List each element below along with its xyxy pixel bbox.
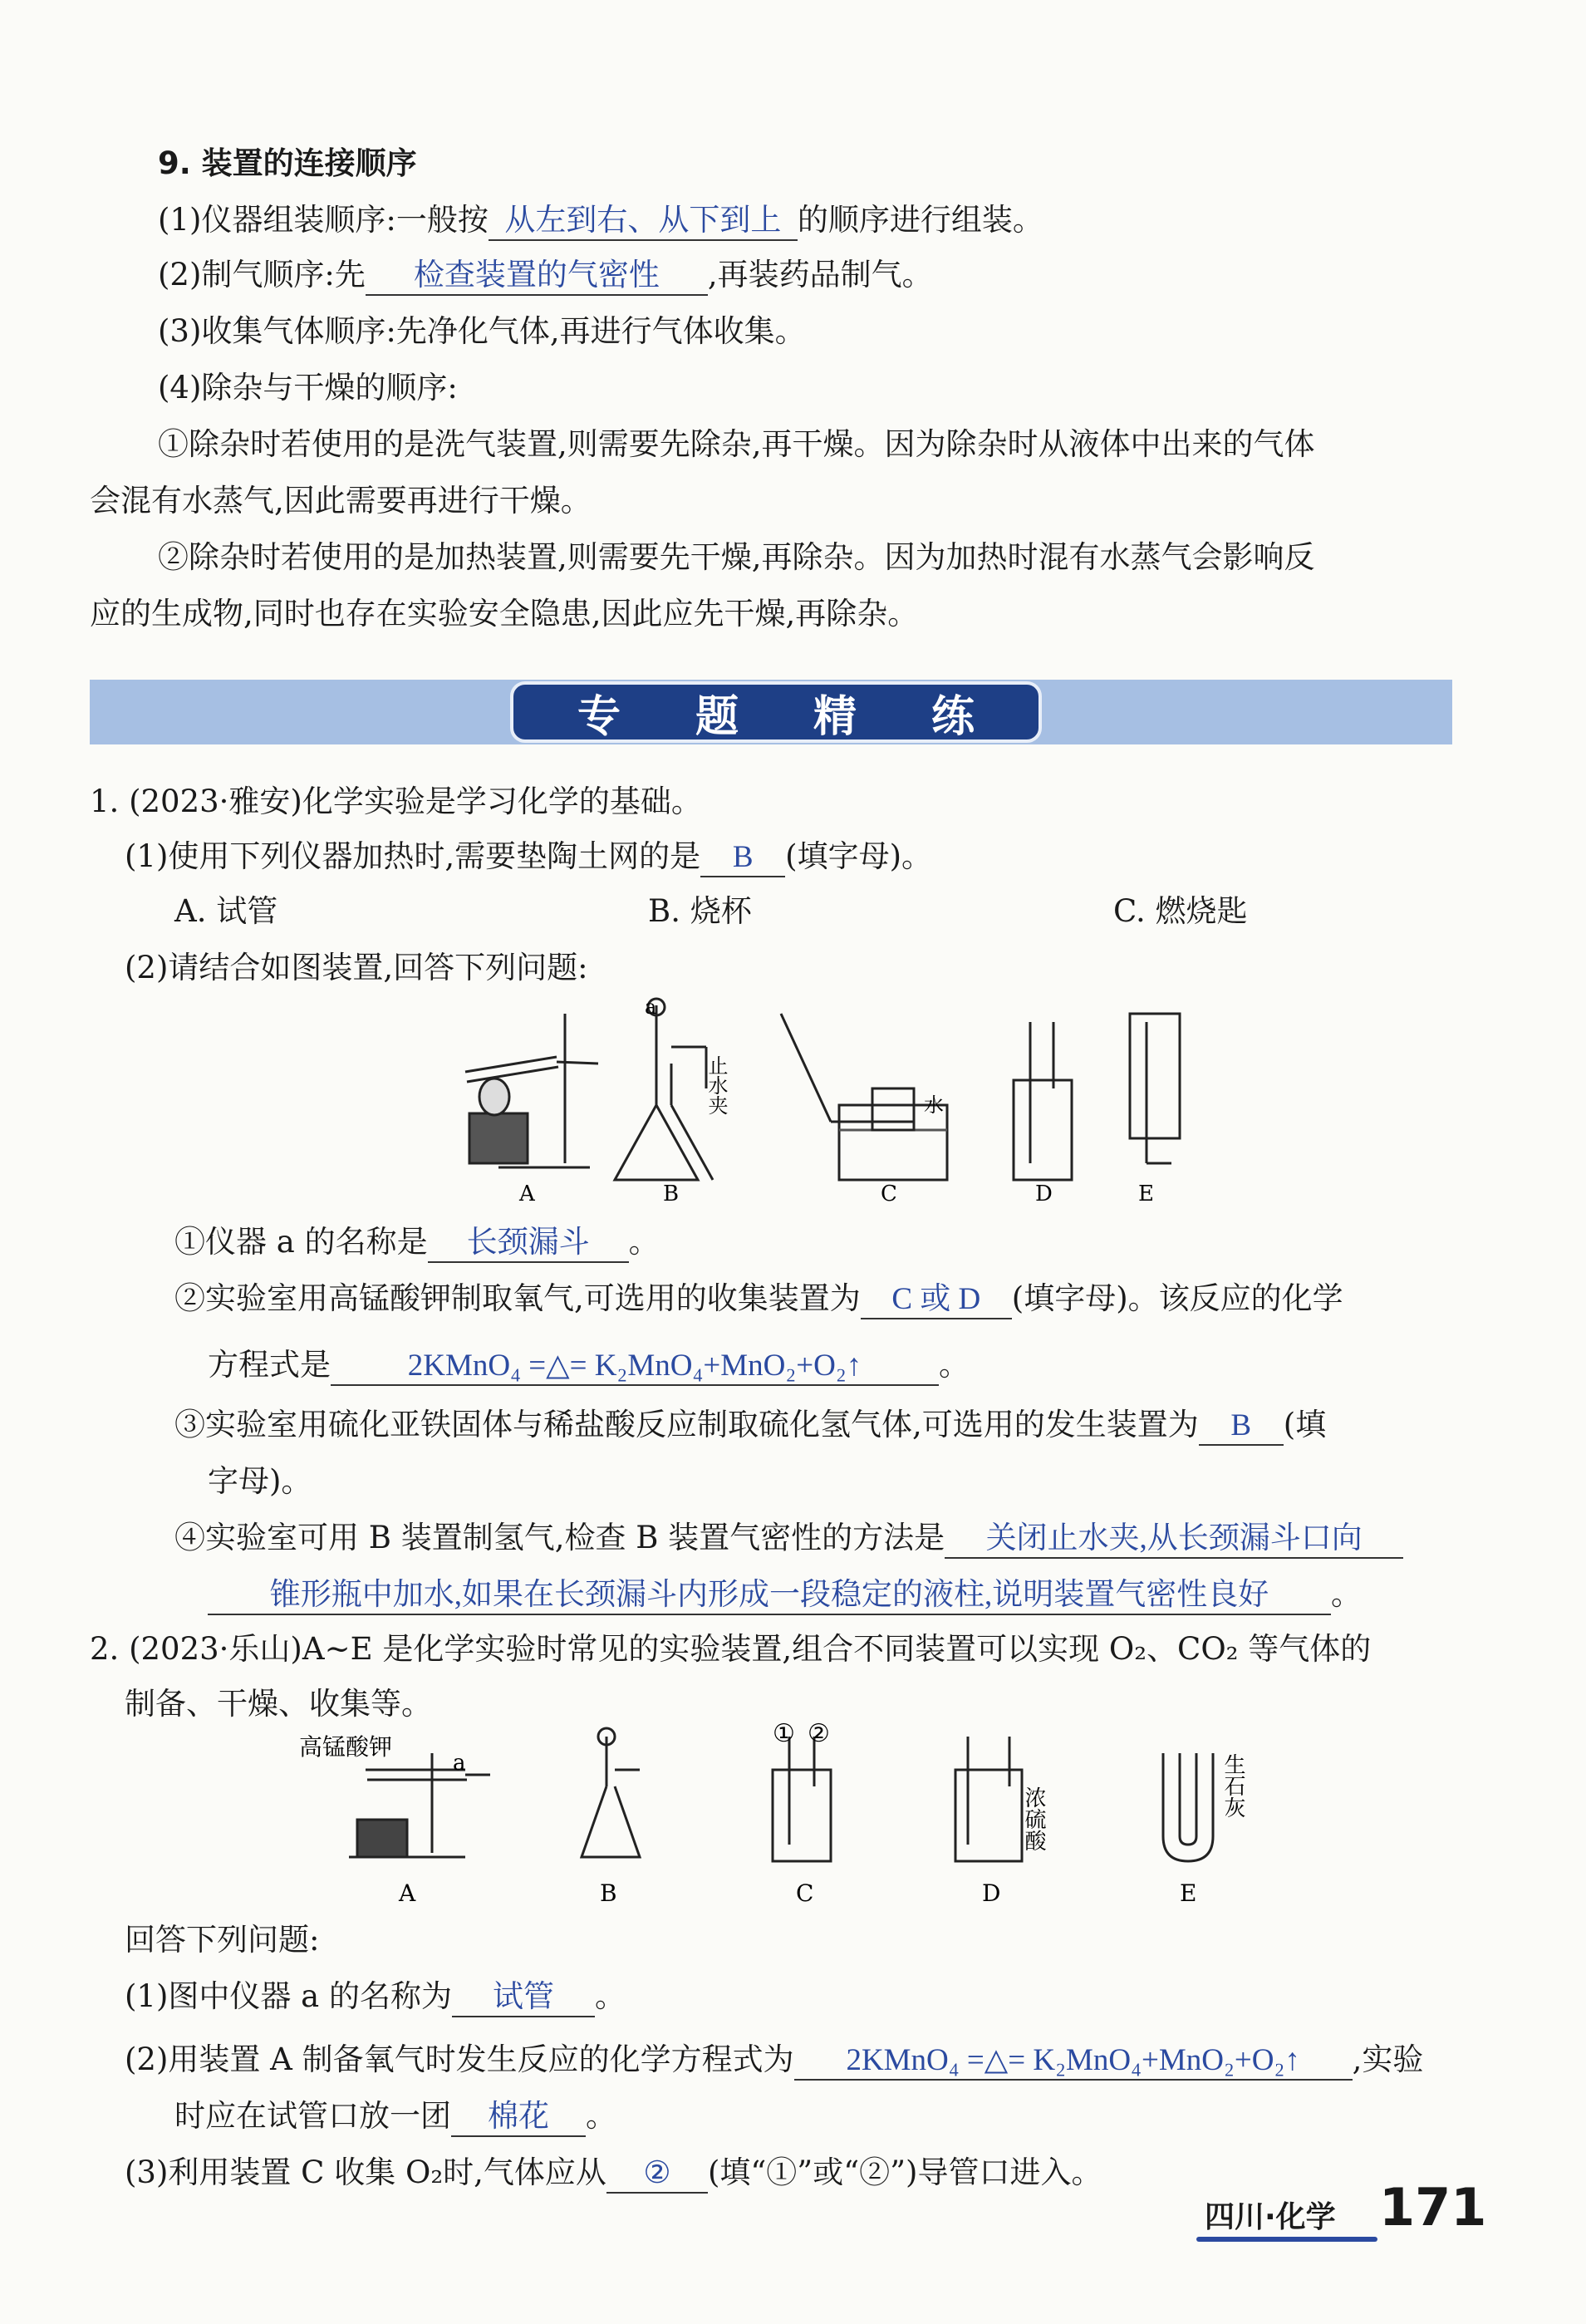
banner-title: 专题精练 — [577, 691, 1049, 742]
answer-blank: 从左到右、从下到上 — [489, 203, 798, 241]
text-line: 应的生成物,同时也存在实验安全隐患,因此应先干燥,再除杂。 — [90, 596, 919, 631]
label-a: a — [645, 997, 657, 1019]
section-title: 9. 装置的连接顺序 — [158, 145, 417, 181]
text-line: (1)仪器组装顺序:一般按 从左到右、从下到上 的顺序进行组装。 — [158, 199, 1043, 241]
fig-label-d: D — [982, 1879, 1001, 1907]
text-line: 时应在试管口放一团 棉花 。 — [174, 2096, 616, 2137]
footer-rule — [1196, 2237, 1377, 2242]
fig-label-a: A — [399, 1879, 416, 1907]
answer-blank: B — [700, 839, 785, 877]
text-line: (1)图中仪器 a 的名称为 试管 。 — [125, 1976, 626, 2017]
text-line: 会混有水蒸气,因此需要再进行干燥。 — [90, 483, 592, 518]
page-number: 171 — [1379, 2177, 1487, 2238]
fig-label-b: B — [663, 1182, 680, 1206]
text-line: ①除杂时若使用的是洗气装置,则需要先除杂,再干燥。因为除杂时从液体中出来的气体 — [158, 426, 1315, 462]
text-line: 锥形瓶中加水,如果在长颈漏斗内形成一段稳定的液柱,说明装置气密性良好 。 — [208, 1574, 1362, 1615]
fig-label-c: C — [796, 1879, 814, 1907]
fig-label-b: B — [600, 1879, 617, 1907]
text-line: 制备、干燥、收集等。 — [125, 1686, 432, 1722]
fig-label-d: D — [1035, 1182, 1053, 1206]
label-kmno4: 高锰酸钾 — [299, 1733, 393, 1761]
label-clip: 止水夹 — [705, 1055, 728, 1115]
text-line: 方程式是 2KMnO₄ =△= K₂MnO₄+MnO₂+O₂↑ 。 — [208, 1344, 970, 1386]
answer-blank: 锥形瓶中加水,如果在长颈漏斗内形成一段稳定的液柱,说明装置气密性良好 — [208, 1577, 1331, 1615]
label-water: 水 — [924, 1093, 944, 1117]
text-line: ②除杂时若使用的是加热装置,则需要先干燥,再除杂。因为加热时混有水蒸气会影响反 — [158, 539, 1315, 575]
answer-blank: 2KMnO₄ =△= K₂MnO₄+MnO₂+O₂↑ — [794, 2042, 1353, 2081]
banner-box — [510, 681, 1049, 743]
option-b: B. 烧杯 — [648, 893, 752, 929]
text-line: ②实验室用高锰酸钾制取氧气,可选用的收集装置为 C 或 D (填字母)。该反应的化学 — [174, 1278, 1343, 1319]
text-line: (2)用装置 A 制备氧气时发生反应的化学方程式为 2KMnO₄ =△= K₂MnO₄+MnO₂+O₂↑ ,实验 — [125, 2039, 1423, 2081]
answer-blank: 长颈漏斗 — [428, 1225, 629, 1263]
label-port-1: ① — [773, 1720, 795, 1748]
answer-blank: 试管 — [452, 1979, 595, 2017]
answer-blank: 关闭止水夹,从长颈漏斗口向 — [945, 1521, 1403, 1559]
answer-blank: 2KMnO₄ =△= K₂MnO₄+MnO₂+O₂↑ — [331, 1348, 939, 1386]
apparatus-figure-2 — [299, 1720, 1313, 1911]
answer-blank: B — [1199, 1408, 1284, 1446]
option-a: A. 试管 — [174, 893, 278, 929]
label-a: a — [453, 1751, 466, 1776]
fig-label-c: C — [881, 1182, 897, 1206]
fig-label-e: E — [1138, 1182, 1154, 1206]
text-line: (2)请结合如图装置,回答下列问题: — [125, 950, 588, 985]
option-c: C. 燃烧匙 — [1113, 893, 1248, 929]
text-line: ④实验室可用 B 装置制氢气,检查 B 装置气密性的方法是 关闭止水夹,从长颈漏斗口向 — [174, 1517, 1403, 1559]
answer-blank: ② — [606, 2155, 708, 2194]
answer-blank: C 或 D — [861, 1281, 1012, 1319]
label-sulfuric-acid: 浓硫酸 — [1021, 1786, 1046, 1851]
text-line: (3)收集气体顺序:先净化气体,再进行气体收集。 — [158, 313, 806, 349]
question-stem: 2. (2023·乐山)A~E 是化学实验时常见的实验装置,组合不同装置可以实现 O₂、CO₂ 等气体的 — [90, 1631, 1372, 1667]
question-stem: 1. (2023·雅安)化学实验是学习化学的基础。 — [90, 784, 702, 819]
text-line: (4)除杂与干燥的顺序: — [158, 370, 458, 405]
text-line: ①仪器 a 的名称是 长颈漏斗 。 — [174, 1221, 660, 1263]
text-line: (1)使用下列仪器加热时,需要垫陶土网的是 B (填字母)。 — [125, 836, 932, 877]
apparatus-figure-1 — [449, 997, 1196, 1213]
fig-label-a: A — [519, 1182, 535, 1206]
text-line: (2)制气顺序:先 检查装置的气密性 ,再装药品制气。 — [158, 254, 933, 296]
text-line: 字母)。 — [208, 1463, 312, 1499]
answer-blank: 棉花 — [451, 2099, 586, 2137]
text-line: 回答下列问题: — [125, 1922, 320, 1958]
fig-label-e: E — [1180, 1879, 1197, 1907]
label-quicklime: 生石灰 — [1220, 1753, 1245, 1818]
answer-blank: 检查装置的气密性 — [366, 258, 708, 296]
label-port-2: ② — [808, 1720, 830, 1748]
text-line: ③实验室用硫化亚铁固体与稀盐酸反应制取硫化氢气体,可选用的发生装置为 B (填 — [174, 1404, 1326, 1446]
footer-subject: 四川·化学 — [1205, 2200, 1336, 2234]
text-line: (3)利用装置 C 收集 O₂时,气体应从 ② (填“①”或“②”)导管口进入。 — [125, 2152, 1102, 2194]
